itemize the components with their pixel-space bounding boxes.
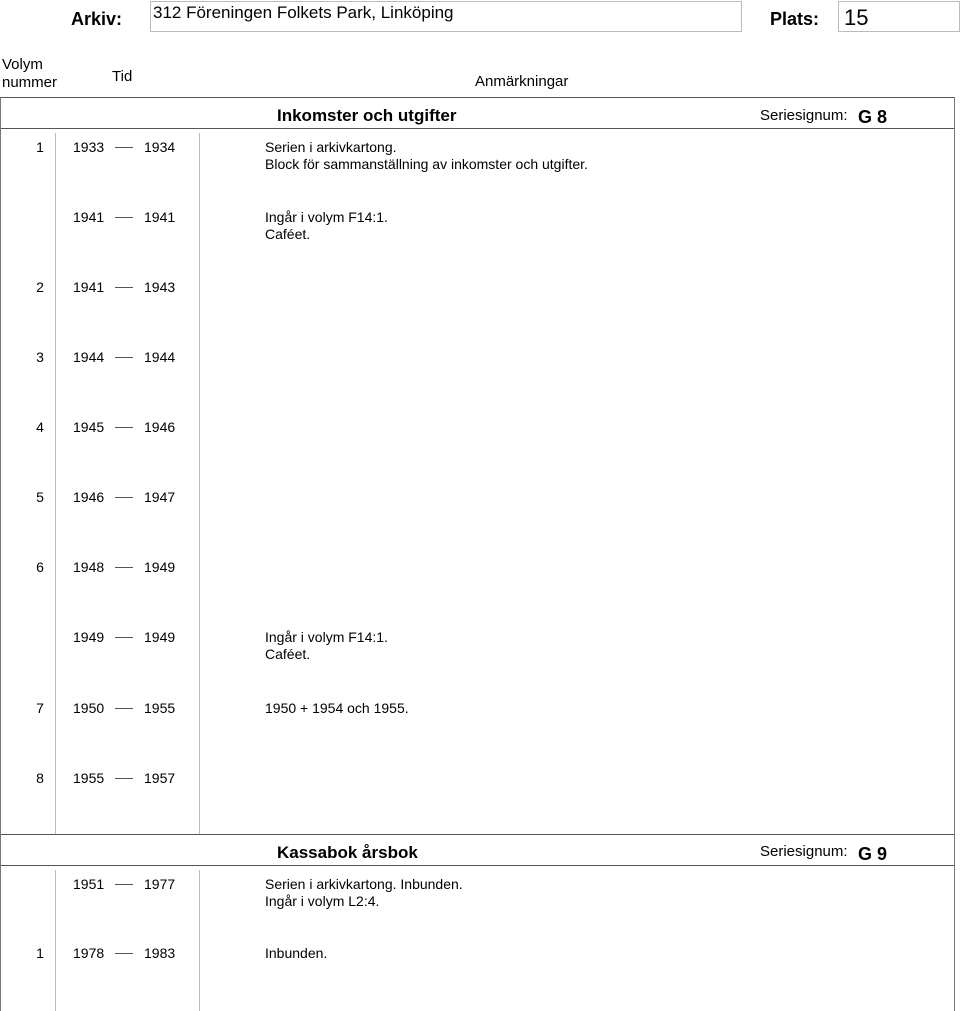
series-title-underline (0, 865, 954, 866)
table-row (0, 489, 960, 529)
table-row (0, 209, 960, 249)
seriesignum-value: G 8 (858, 107, 888, 127)
table-row (0, 876, 960, 916)
volume-number: 1 (36, 139, 44, 155)
year-to: 1949 (144, 559, 176, 575)
year-from: 1950 (73, 700, 105, 716)
series-divider (0, 97, 954, 98)
year-to: 1946 (144, 419, 176, 435)
year-to: 1955 (144, 700, 176, 716)
year-to: 1944 (144, 349, 176, 365)
seriesignum-label: Seriesignum: (760, 107, 848, 124)
year-range-dash (115, 637, 133, 638)
volume-number: 3 (36, 349, 44, 365)
year-range-dash (115, 287, 133, 288)
volume-number: 4 (36, 419, 44, 435)
remark-line: Caféet. (265, 646, 311, 662)
table-row (0, 349, 960, 389)
volume-number: 1 (36, 945, 44, 961)
series-title: Kassabok årsbok (277, 843, 418, 862)
remark-line: Ingår i volym F14:1. (265, 209, 388, 225)
year-range-dash (115, 708, 133, 709)
volume-number: 8 (36, 770, 44, 786)
table-row (0, 700, 960, 740)
volume-number: 5 (36, 489, 44, 505)
year-range-dash (115, 953, 133, 954)
volume-number: 6 (36, 559, 44, 575)
table-row (0, 629, 960, 669)
plats-value: 15 (844, 5, 869, 30)
table-row (0, 419, 960, 459)
remark-line: 1950 + 1954 och 1955. (265, 700, 409, 716)
nummer-header: nummer (2, 74, 58, 91)
series-divider (0, 834, 954, 835)
year-from: 1941 (73, 209, 105, 225)
volume-number: 2 (36, 279, 44, 295)
seriesignum-value: G 9 (858, 844, 888, 864)
arkiv-label: Arkiv: (71, 9, 123, 29)
tid-header: Tid (112, 68, 133, 85)
seriesignum-label: Seriesignum: (760, 843, 848, 860)
table-row (0, 139, 960, 179)
year-from: 1945 (73, 419, 105, 435)
year-from: 1949 (73, 629, 105, 645)
arkiv-value: 312 Föreningen Folkets Park, Linköping (153, 3, 454, 22)
remark-line: Serien i arkivkartong. (265, 139, 397, 155)
remark-line: Caféet. (265, 226, 311, 242)
year-from: 1978 (73, 945, 105, 961)
table-row (0, 770, 960, 810)
series-title: Inkomster och utgifter (277, 106, 457, 125)
year-from: 1941 (73, 279, 105, 295)
year-from: 1955 (73, 770, 105, 786)
year-to: 1957 (144, 770, 176, 786)
year-range-dash (115, 567, 133, 568)
year-range-dash (115, 357, 133, 358)
year-from: 1933 (73, 139, 105, 155)
year-to: 1941 (144, 209, 176, 225)
remark-line: Ingår i volym F14:1. (265, 629, 388, 645)
year-to: 1947 (144, 489, 176, 505)
year-from: 1944 (73, 349, 105, 365)
remark-line: Serien i arkivkartong. Inbunden. (265, 876, 463, 892)
anmarkningar-header: Anmärkningar (475, 73, 569, 90)
year-to: 1943 (144, 279, 176, 295)
year-range-dash (115, 497, 133, 498)
year-range-dash (115, 884, 133, 885)
year-from: 1951 (73, 876, 105, 892)
table-row (0, 279, 960, 319)
year-range-dash (115, 217, 133, 218)
volume-number: 7 (36, 700, 44, 716)
year-range-dash (115, 778, 133, 779)
year-to: 1949 (144, 629, 176, 645)
series-title-underline (0, 128, 954, 129)
remark-line: Block för sammanställning av inkomster och utgifter. (265, 156, 588, 172)
year-from: 1948 (73, 559, 105, 575)
volym-header: Volym (2, 56, 43, 73)
year-to: 1983 (144, 945, 176, 961)
plats-label: Plats: (770, 9, 820, 29)
remark-line: Ingår i volym L2:4. (265, 893, 380, 909)
remark-line: Inbunden. (265, 945, 328, 961)
year-range-dash (115, 427, 133, 428)
year-from: 1946 (73, 489, 105, 505)
year-to: 1977 (144, 876, 176, 892)
year-to: 1934 (144, 139, 176, 155)
table-row (0, 945, 960, 985)
year-range-dash (115, 147, 133, 148)
table-row (0, 559, 960, 599)
